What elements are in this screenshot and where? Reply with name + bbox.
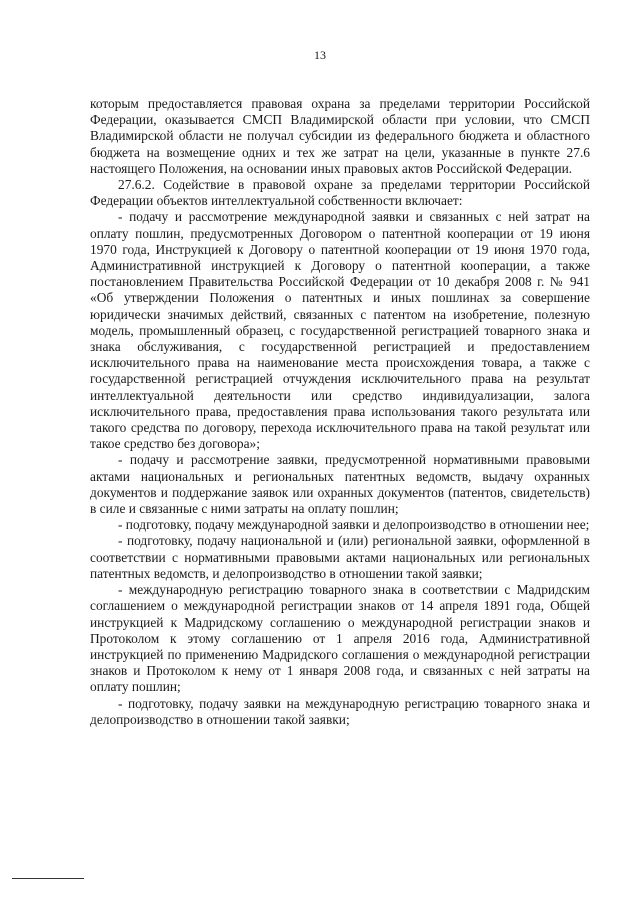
- list-item-national-application: - подачу и рассмотрение заявки, предусмотренной нормативными правовыми актами национальных и региональных патентных ведомств, выдачу охранных документов и поддержание заявок или охранных документов (патентов, свидетельств) в силе и связанные с ними затраты на оплату пошлин;: [90, 452, 590, 517]
- page-number: 13: [314, 48, 326, 62]
- paragraph-continuation: которым предоставляется правовая охрана за пределами территории Российской Федерации, оказывается СМСП Владимирской области при условии, что СМСП Владимирской области не получал субсидии из федерального бюджета и областного бюджета на возмещение одних и тех же затрат на цели, указанные в пункте 27.6 настоящего Положения, на основании иных правовых актов Российской Федерации.: [90, 96, 590, 176]
- list-item-prepare-trademark: - подготовку, подачу заявки на международную регистрацию товарного знака и делопроизводство в отношении такой заявки;: [90, 695, 590, 727]
- list-item-prepare-international: - подготовку, подачу международной заявки и делопроизводство в отношении нее;: [118, 517, 590, 533]
- paragraph-clause-27-6-2: 27.6.2. Содействие в правовой охране за пределами территории Российской Федерации объектов интеллектуальной собственности включает:: [90, 177, 590, 209]
- document-body: [90, 96, 590, 728]
- list-item-prepare-national: - подготовку, подачу национальной и (или) региональной заявки, оформленной в соответствии с нормативными правовыми актами национальных или региональных патентных ведомств, и делопроизводство в отношении такой заявки;: [90, 533, 590, 581]
- list-item-madrid-registration: - международную регистрацию товарного знака в соответствии с Мадридским соглашением о международной регистрации знаков от 14 апреля 1891 года, Общей инструкцией к Мадридскому соглашению о международной регистрации знаков и Протоколом к этому соглашению от 1 апреля 2016 года, Административной инструкцией по применению Мадридского соглашения о международной регистрации знаков и Протоколом к нему от 1 января 2008 года, и связанных с ней затраты на оплату пошлин;: [90, 582, 590, 695]
- list-item-international-application: - подачу и рассмотрение международной заявки и связанных с ней затрат на оплату пошлин, предусмотренных Договором о патентной кооперации от 19 июня 1970 года, Инструкцией к Договору о патентной кооперации от 19 июня 1970 года, Административной инструкцией к Договору о патентной кооперации, а также постановлением Правительства Российской Федерации от 10 декабря 2008 г. № 941 «Об утверждении Положения о патентных и иных пошлинах за совершение юридически значимых действий, связанных с патентом на изобретение, полезную модель, промышленный образец, с государственной регистрацией товарного знака и знака обслуживания, с государственной регистрацией и предоставлением исключительного права на наименование места происхождения товара, а также с государственной регистрацией отчуждения исключительного права на результат интеллектуальной деятельности или средство индивидуализации, залога исключительного права, предоставления права использования такого результата или такого средства по договору, перехода исключительного права на такой результат или такое средство без договора»;: [90, 209, 590, 452]
- footnote-separator: [12, 878, 84, 879]
